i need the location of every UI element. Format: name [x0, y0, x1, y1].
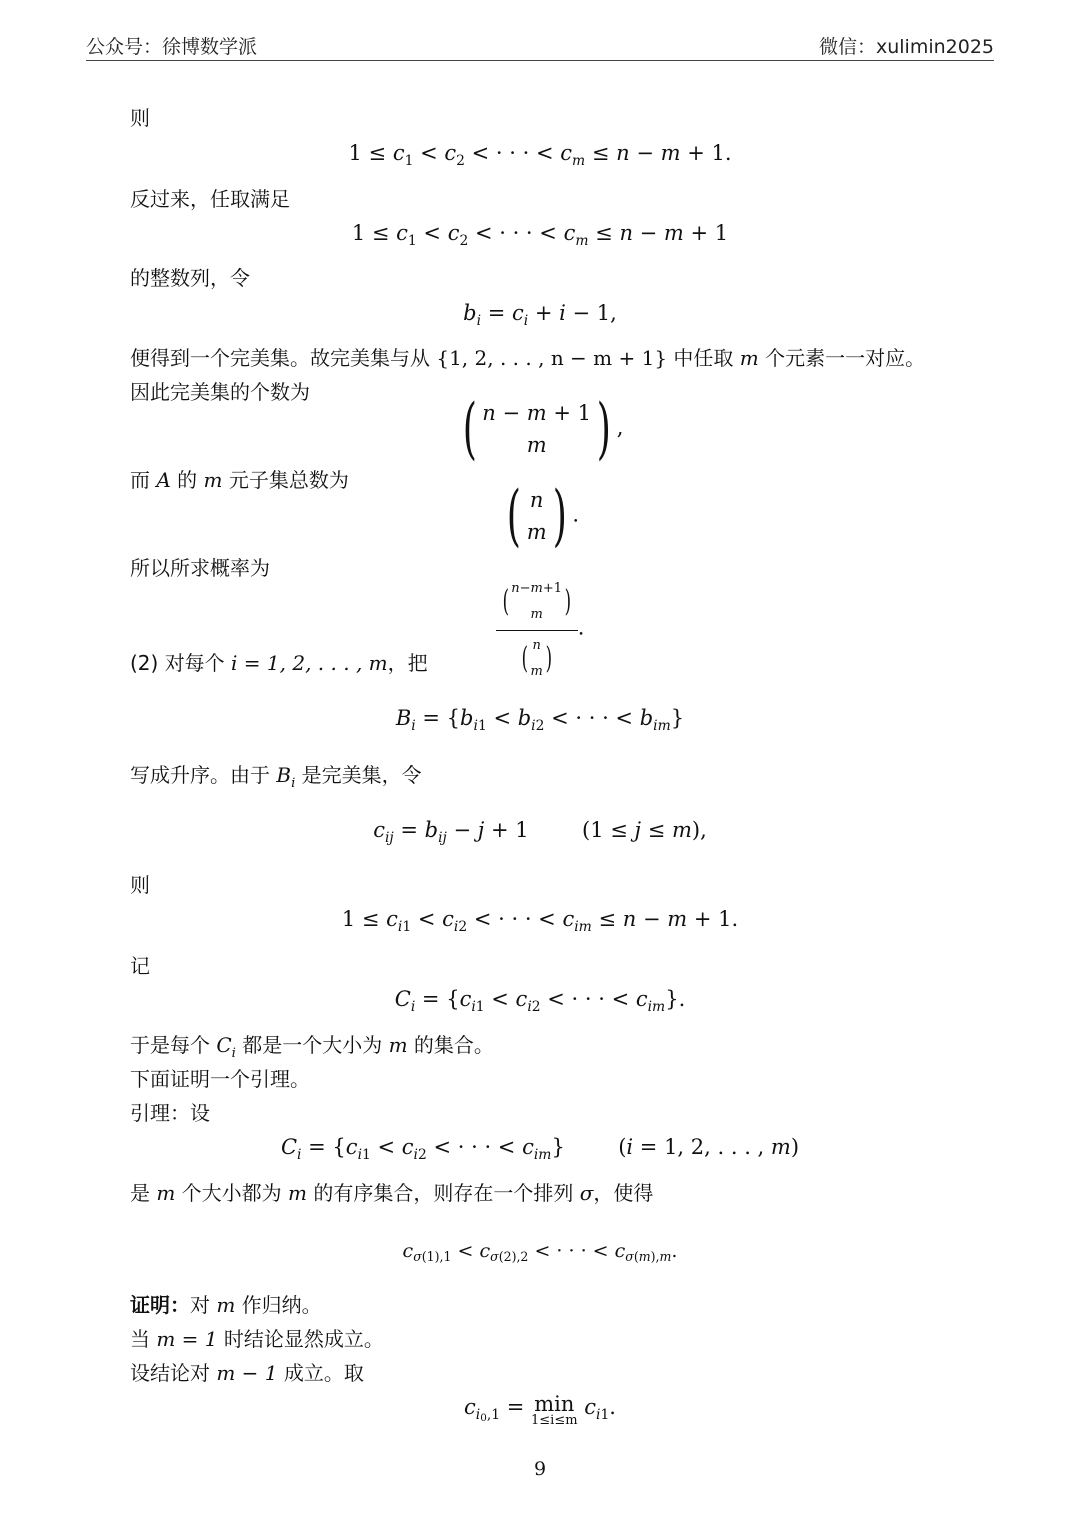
text-subsets-total: 而 A 的 m 元子集总数为: [130, 468, 349, 492]
text-integer-sequence: 的整数列，令: [130, 266, 250, 290]
text-count-perfect: 因此完美集的个数为: [130, 380, 310, 404]
text-conversely: 反过来，任取满足: [130, 187, 290, 211]
equation-binom-total: ( n m ) .: [506, 477, 580, 554]
text-ze-2: 则: [130, 873, 150, 897]
text-ji: 记: [130, 954, 150, 978]
equation-Bi-set: $B_i = \{b_{i1} < b_{i2}$ < · · · < $b_{im}$}: [395, 706, 685, 734]
header-right-wechat: 微信：xulimin2025: [818, 36, 994, 58]
equation-Ci-set: $C_i = \{c_{i1} < c_{i2}$ < · · · < $c_{im}$}.: [394, 987, 686, 1015]
text-induction-step: 设结论对 m − 1 成立。取: [130, 1361, 364, 1385]
equation-probability-fraction: ( n−m+1 m ) ( n m ) .: [100, 576, 980, 685]
text-probability: 所以所求概率为: [130, 556, 270, 580]
text-lemma-intro: 下面证明一个引理。: [130, 1067, 310, 1091]
page-header: [86, 30, 994, 60]
equation-min: $c_{i_0,1}$ = min 1≤i≤m $c_{i1}$.: [464, 1392, 616, 1428]
text-lemma-label: 引理：设: [130, 1101, 210, 1125]
text-each-Ci: 于是每个 $C_i$ 都是一个大小为 m 的集合。: [130, 1033, 494, 1061]
text-proof-start: 证明：对 m 作归纳。: [130, 1293, 322, 1317]
equation-cij-def: $c_{ij} = b_{ij} - j + 1$ (1 ≤ j ≤ m),: [373, 818, 707, 846]
equation-c-chain-2: $1 \le c_1 < c_2$ < · · · < $c_m \le n - m + 1$: [351, 221, 729, 249]
text-ascending: 写成升序。由于 $B_i$ 是完美集，令: [130, 763, 422, 791]
equation-ci-chain: $1 \le c_{i1} < c_{i2}$ < · · · < $c_{im} \le n - m + 1$.: [341, 907, 739, 935]
text-ze-1: 则: [130, 106, 150, 130]
text-base-case: 当 m = 1 时结论显然成立。: [130, 1327, 384, 1351]
header-left-account: 公众号：徐博数学派: [86, 36, 258, 58]
text-part2: (2) 对每个 i = 1, 2, . . . , m，把: [130, 651, 428, 675]
text-lemma-statement: 是 m 个大小都为 m 的有序集合，则存在一个排列 σ，使得: [130, 1181, 654, 1205]
equation-sigma-chain: $c_{\sigma(1),1} < c_{\sigma(2),2}$ < · · · < $c_{\sigma(m),m}$.: [402, 1240, 678, 1265]
equation-lemma-Ci: $C_i = \{c_{i1} < c_{i2}$ < · · · < $c_{im}$} (i = 1, 2, . . . , m): [280, 1135, 800, 1163]
equation-c-chain-1: $1 \le c_1 < c_2$ < · · · < $c_m \le n - m + 1$.: [348, 141, 732, 169]
page-number: 9: [533, 1458, 547, 1480]
text-correspondence: 便得到一个完美集。故完美集与从 {1, 2, . . . , n − m + 1} 中任取 m 个元素一一对应。: [130, 346, 926, 370]
equation-binom-perfect: ( n − m + 1 m ) ,: [462, 390, 624, 467]
equation-b-def: $b_i = c_i + i - 1$,: [463, 301, 617, 329]
header-divider: [86, 60, 994, 61]
